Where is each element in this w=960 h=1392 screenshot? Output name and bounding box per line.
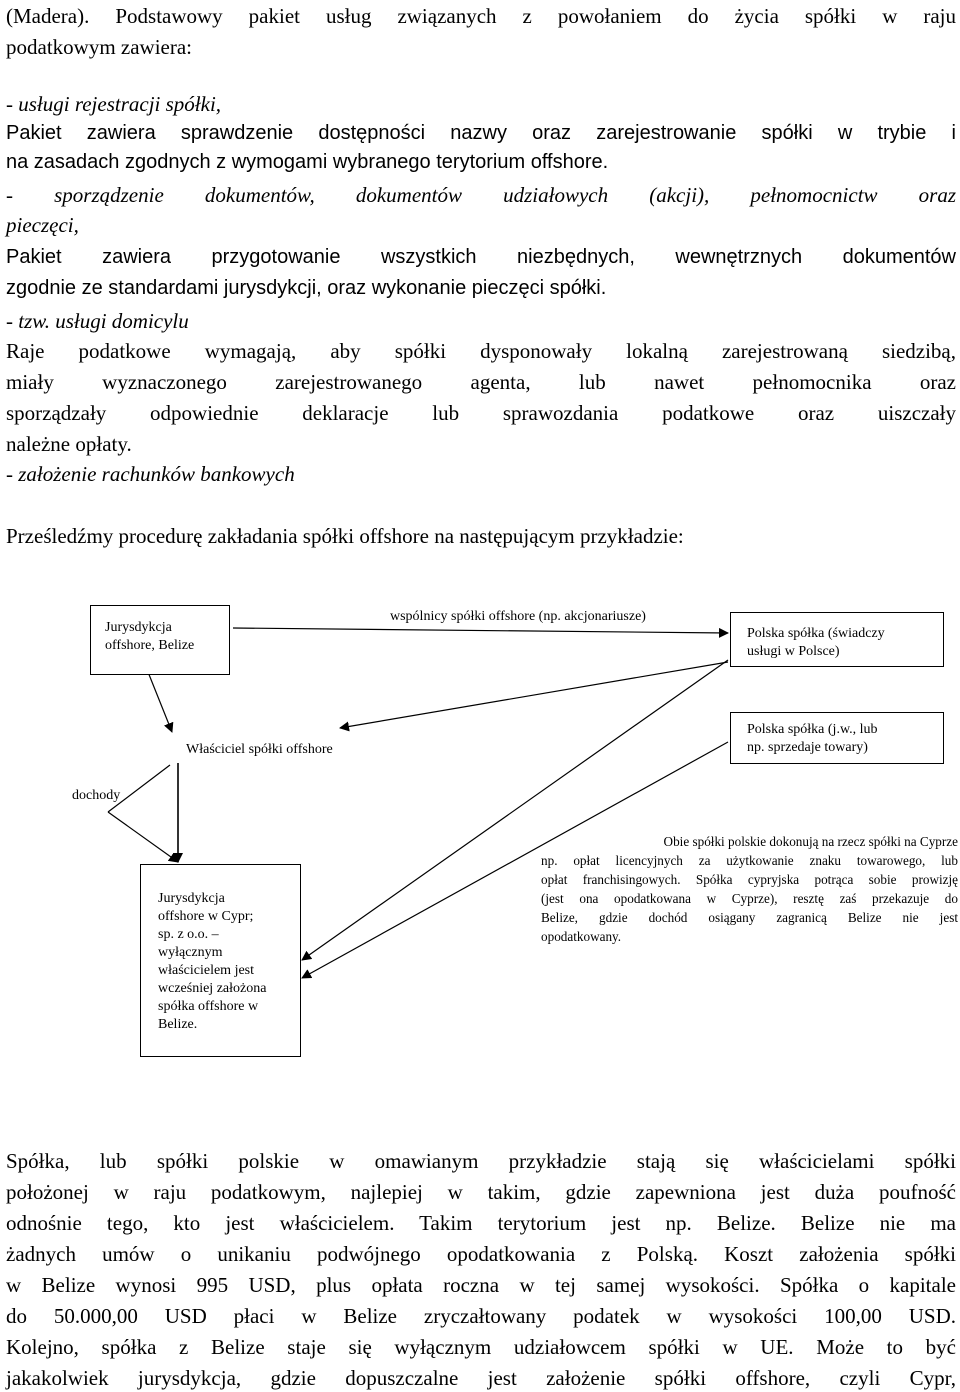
note-line: np. opłat licencyjnych za użytkowanie znaku towarowego, lub <box>541 853 958 868</box>
box-line: Polska spółka (j.w., lub <box>747 722 878 737</box>
list-item-heading: - założenie rachunków bankowych <box>6 462 295 486</box>
box-line: sp. z o.o. – <box>158 927 219 942</box>
paragraph-line: odnośnie tego, kto jest właścicielem. Takim terytorium jest np. Belize. Belize nie ma <box>6 1211 956 1235</box>
box-line: Jurysdykcja <box>105 620 172 635</box>
box-line: właścicielem jest <box>158 963 255 978</box>
label-wlasciciel-text: Właściciel spółki offshore <box>186 742 333 757</box>
section-intro: Prześledźmy procedurę zakładania spółki offshore na następującym przykładzie: <box>6 524 684 548</box>
arrow-dochody-to-cypr-1 <box>108 812 178 862</box>
label-wlasciciel-offshore <box>170 732 370 764</box>
paragraph-line: miały wyznaczonego zarejestrowanego agenta, lub nawet pełnomocnika oraz <box>6 370 956 394</box>
box-line: Belize. <box>158 1017 198 1032</box>
paragraph-line: podatkowym zawiera: <box>6 35 193 59</box>
box-line: offshore w Cypr; <box>158 909 254 924</box>
paragraph-line: do 50.000,00 USD płaci w Belize zryczałtowany podatek w wysokości 100,00 USD. <box>6 1304 956 1328</box>
paragraph-line: w Belize wynosi 995 USD, plus opłata roczna w tej samej wysokości. Spółka o kapitale <box>6 1273 956 1297</box>
list-item-heading: pieczęci, <box>6 213 79 237</box>
paragraph-line: Pakiet zawiera sprawdzenie dostępności nazwy oraz zarejestrowanie spółki w trybie i <box>6 122 956 144</box>
paragraph-line: (Madera). Podstawowy pakiet usług związanych z powołaniem do życia spółki w raju <box>6 4 956 28</box>
paragraph-line: jakakolwiek jurysdykcja, gdzie dopuszczalne jest założenie spółki offshore, czyli Cypr, <box>6 1366 956 1390</box>
box-line: wyłącznym <box>158 945 223 960</box>
paragraph-line: Kolejno, spółka z Belize staje się wyłącznym udziałowcem spółki w UE. Może to być <box>6 1335 956 1359</box>
note-line: Belize, gdzie dochód osiągany zagranicą Belize nie jest <box>541 910 958 925</box>
paragraph-line: Raje podatkowe wymagają, aby spółki dysponowały lokalną zarejestrowaną siedzibą, <box>6 339 956 363</box>
paragraph-line: Pakiet zawiera przygotowanie wszystkich niezbędnych, wewnętrznych dokumentów <box>6 246 956 268</box>
box-line: offshore, Belize <box>105 638 195 653</box>
paragraph-line: żadnych umów o unikaniu podwójnego opodatkowania z Polską. Koszt założenia spółki <box>6 1242 956 1266</box>
paragraph-line: należne opłaty. <box>6 432 132 456</box>
box-line: usługi w Polsce) <box>747 644 840 659</box>
box-jurysdykcja-cypr <box>140 864 301 1057</box>
list-item-heading: - usługi rejestracji spółki, <box>6 92 222 116</box>
paragraph-line: zgodnie ze standardami jurysdykcji, oraz wykonanie pieczęci spółki. <box>6 277 607 299</box>
note-line: opodatkowany. <box>541 929 622 944</box>
paragraph-line: sporządzały odpowiednie deklaracje lub sprawozdania podatkowe oraz uiszczały <box>6 401 956 425</box>
box-polska-spolka-uslugi <box>730 612 944 667</box>
arrow-belize-to-wlasciciel <box>148 672 172 732</box>
box-polska-spolka-towary <box>730 712 944 764</box>
box-line: Jurysdykcja <box>158 891 225 906</box>
box-line: np. sprzedaje towary) <box>747 740 868 755</box>
note-line: Obie spółki polskie dokonują na rzecz spółki na Cyprze <box>663 834 958 849</box>
list-item-heading: - sporządzenie dokumentów, dokumentów udziałowych (akcji), pełnomocnictw oraz <box>6 183 956 207</box>
list-item-heading: - tzw. usługi domicylu <box>6 309 189 333</box>
note-line: (jest ona opodatkowana w Cyprze), resztę zaś przekazuje do <box>541 891 958 906</box>
box-jurysdykcja-belize <box>90 605 230 675</box>
paragraph-line: położonej w raju podatkowym, najlepiej w takim, gdzie zapewniona jest duża poufność <box>6 1180 956 1204</box>
label-dochody: dochody <box>72 788 121 803</box>
box-line: spółka offshore w <box>158 999 259 1014</box>
arrow-polska-to-wlasciciel <box>340 662 728 728</box>
label-wspolnicy: wspólnicy spółki offshore (np. akcjonariusze) <box>390 609 646 624</box>
arrow-wspolnicy-to-polska <box>233 628 728 633</box>
box-line: Polska spółka (świadczy <box>747 626 885 641</box>
paragraph-line: na zasadach zgodnych z wymogami wybranego terytorium offshore. <box>6 151 609 173</box>
paragraph-line: Spółka, lub spółki polskie w omawianym przykładzie stają się właścicielami spółki <box>6 1149 956 1173</box>
diagram-note <box>541 832 958 946</box>
note-line: opłat franchisingowych. Spółka cypryjska potrąca sobie prowizję <box>541 872 958 887</box>
box-line: wcześniej założona <box>158 981 267 996</box>
